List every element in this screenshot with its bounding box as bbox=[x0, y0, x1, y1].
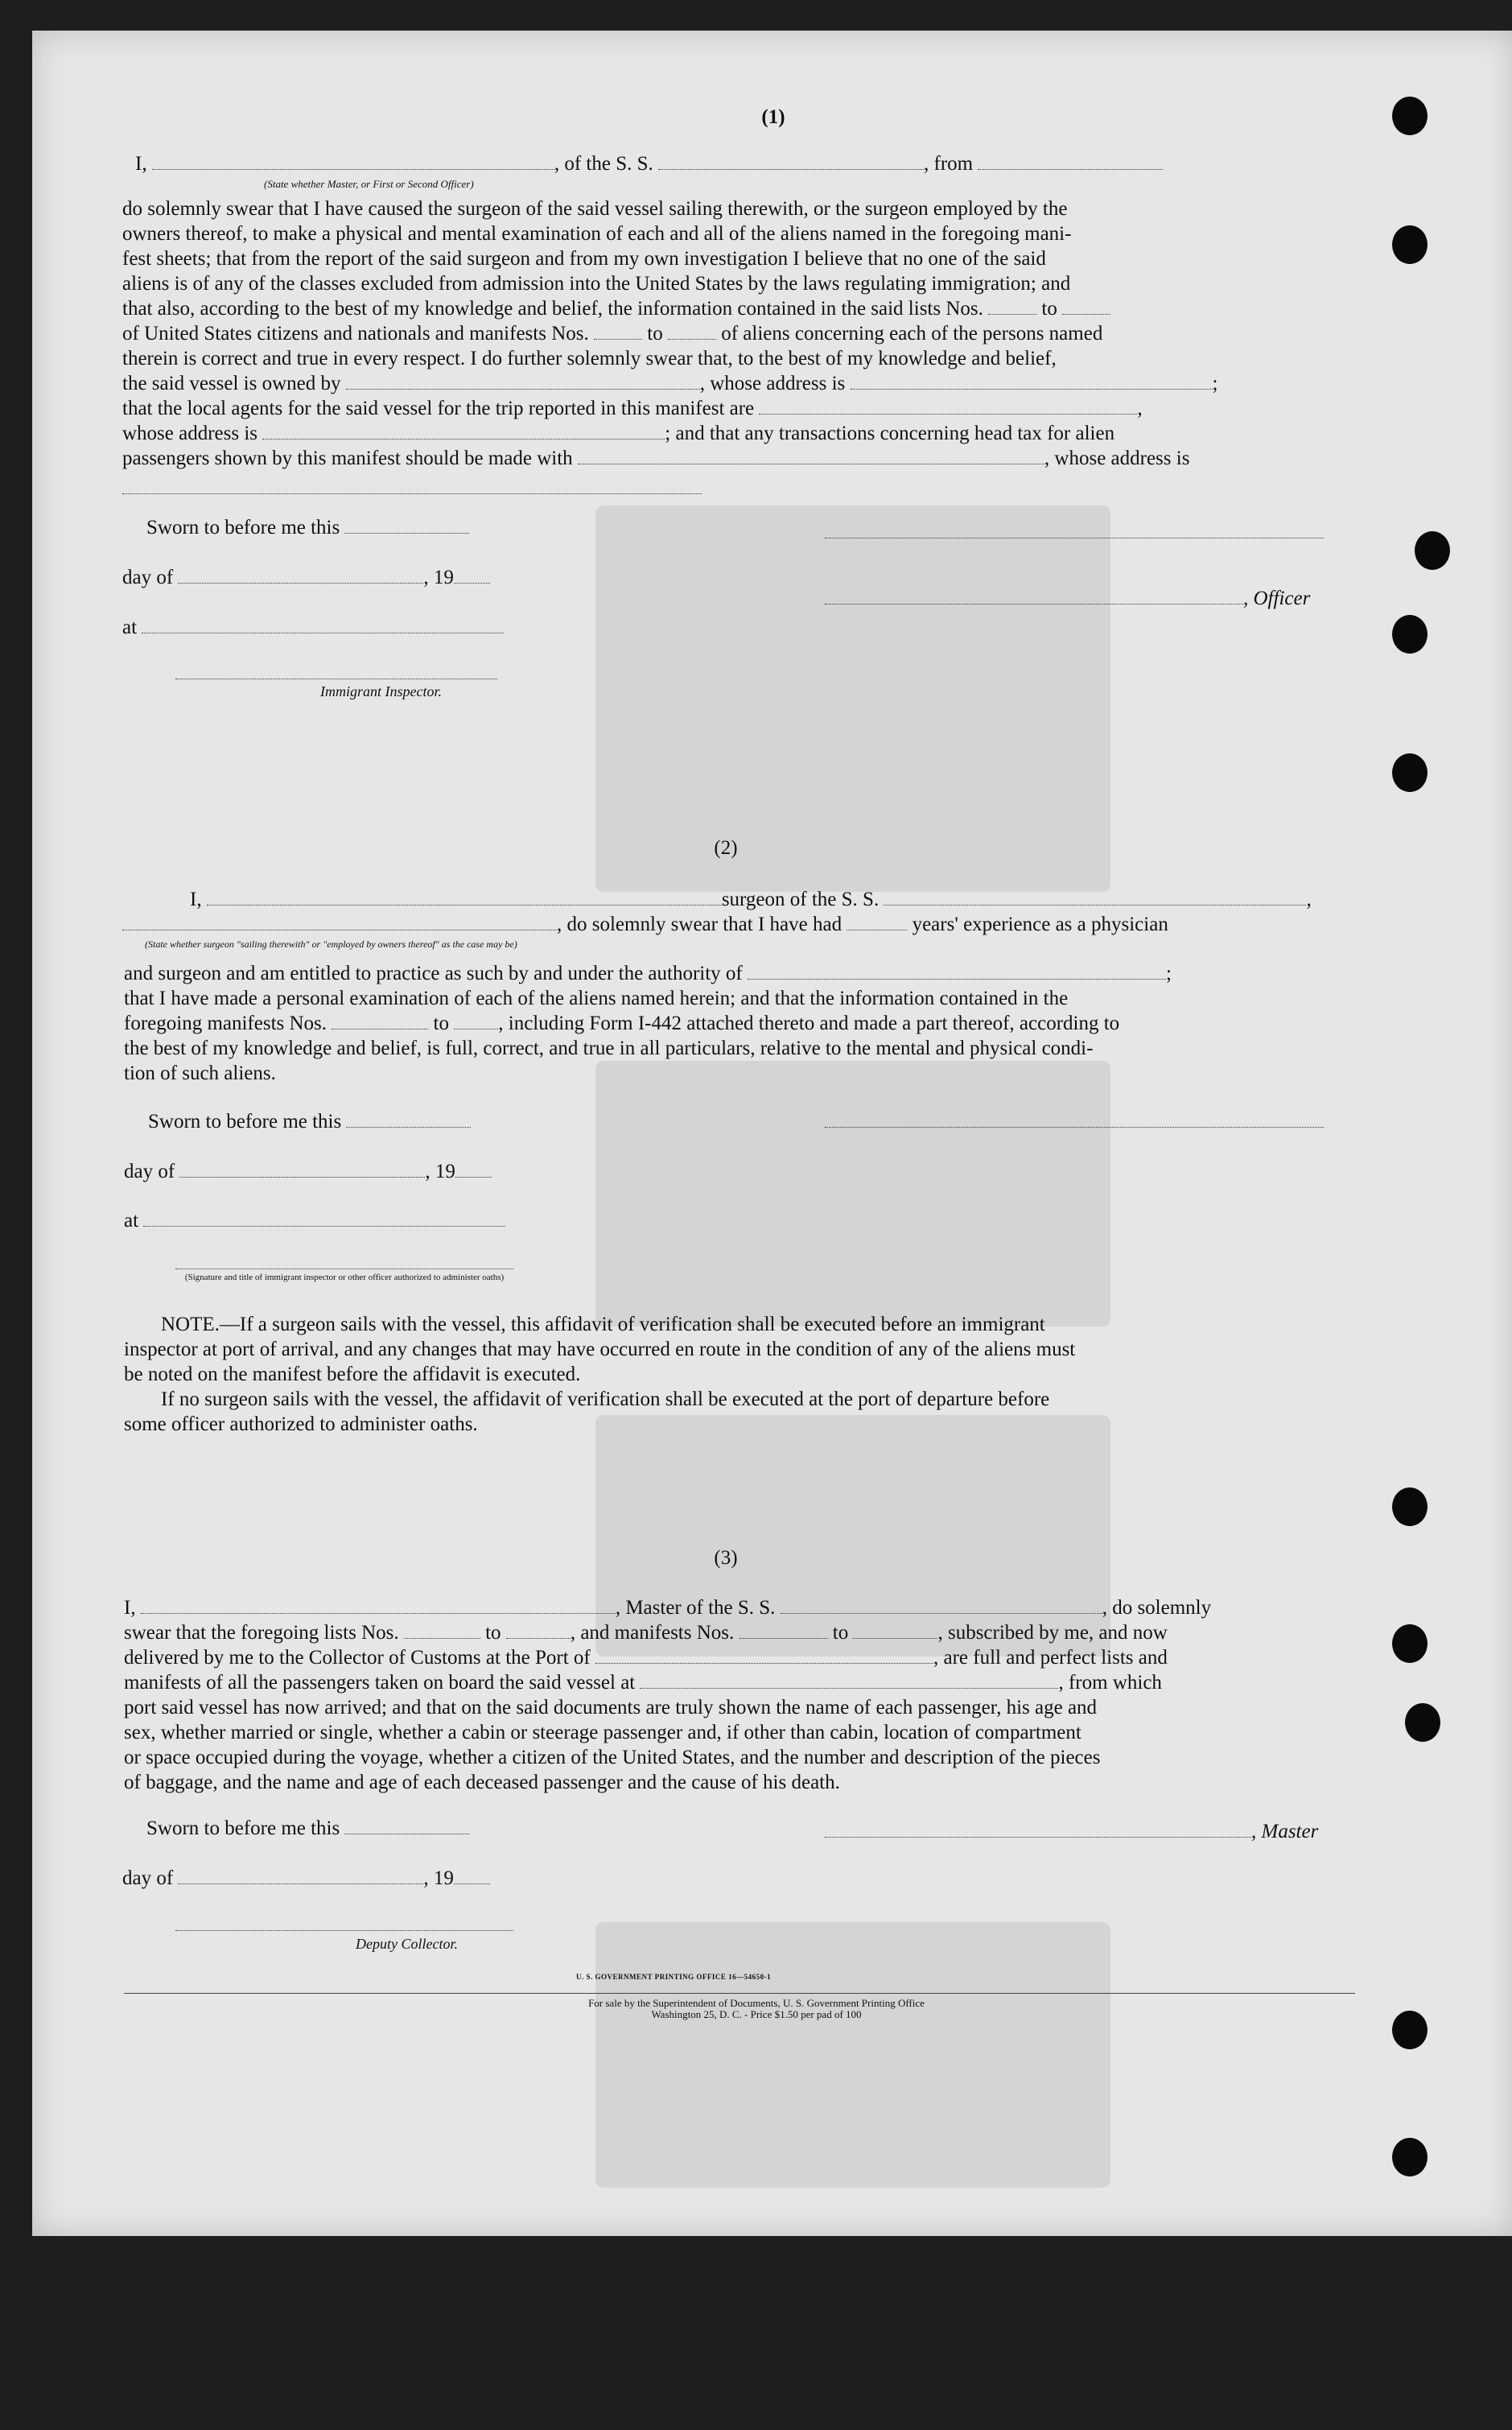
para-line: port said vessel has now arrived; and that on the said documents are truly shown the name of each passenger, his age and bbox=[124, 1697, 1098, 1718]
text: , 19 bbox=[423, 1867, 454, 1889]
text: at bbox=[122, 617, 138, 638]
official-signature-label: (Signature and title of immigrant inspector or other officer authorized to administer oaths) bbox=[184, 1273, 505, 1282]
manifests-from-field[interactable] bbox=[332, 1013, 428, 1029]
text: surgeon of the S. S. bbox=[721, 889, 880, 910]
text: ; and that any transactions concerning head tax for alien bbox=[665, 423, 1115, 444]
text: , do solemnly bbox=[1102, 1597, 1212, 1619]
year-field[interactable] bbox=[454, 1867, 490, 1884]
officer-field[interactable] bbox=[152, 153, 554, 170]
authority-field[interactable] bbox=[748, 963, 1166, 980]
day-of-field[interactable] bbox=[178, 567, 423, 584]
text: the said vessel is owned by bbox=[122, 373, 341, 394]
punch-hole bbox=[1392, 1487, 1428, 1526]
text: Sworn to before me this bbox=[148, 1111, 342, 1132]
year-field[interactable] bbox=[454, 567, 490, 584]
text: day of bbox=[122, 567, 174, 588]
para-line: aliens is of any of the classes excluded from admission into the United States by the laws regulating immigration; and bbox=[122, 273, 1071, 295]
text: at bbox=[124, 1210, 139, 1232]
para-line: or space occupied during the voyage, whether a citizen of the United States, and the number and description of the pieces bbox=[124, 1747, 1101, 1768]
text: that also, according to the best of my knowledge and belief, the information contained in the said lists Nos. bbox=[122, 298, 983, 320]
section-2-first-line: I, surgeon of the S. S. , bbox=[190, 889, 1312, 910]
gpo-code: U. S. GOVERNMENT PRINTING OFFICE 16—54650-1 bbox=[576, 1973, 772, 1981]
section-3-day-of bbox=[122, 1866, 490, 1891]
text: to bbox=[485, 1622, 501, 1644]
text: of aliens concerning each of the persons named bbox=[721, 323, 1103, 344]
para-line bbox=[124, 1011, 1355, 1036]
sale-line-2: Washington 25, D. C. - Price $1.50 per pad of 100 bbox=[651, 2008, 862, 2020]
officer-signature-line-2[interactable] bbox=[825, 588, 1243, 604]
section-2-sworn bbox=[148, 1109, 471, 1134]
text: , are full and perfect lists and bbox=[933, 1647, 1168, 1669]
text: , 19 bbox=[425, 1161, 455, 1182]
surgeon-vessel-field[interactable] bbox=[884, 889, 1306, 906]
owner-address-field[interactable] bbox=[851, 373, 1213, 390]
bleed-through bbox=[595, 505, 1110, 892]
text: , Officer bbox=[1243, 588, 1311, 609]
master-vessel-field[interactable] bbox=[781, 1597, 1102, 1614]
para-line: the said vessel is owned by , whose address is ; bbox=[122, 373, 1218, 394]
surgeon-name-field[interactable] bbox=[207, 889, 722, 906]
embark-port-field[interactable] bbox=[640, 1672, 1058, 1689]
punch-hole bbox=[1392, 615, 1428, 654]
para-line bbox=[124, 1620, 1355, 1645]
text: to bbox=[832, 1622, 849, 1644]
section-2-at bbox=[124, 1208, 505, 1233]
text: , do solemnly swear that I have had bbox=[557, 914, 843, 935]
day-of-field[interactable] bbox=[179, 1161, 425, 1178]
footer-rule bbox=[124, 1993, 1355, 1994]
headtax-party-field[interactable] bbox=[578, 448, 1044, 464]
punch-hole bbox=[1392, 753, 1428, 792]
manifests-to-field[interactable] bbox=[668, 323, 716, 340]
section-3-paragraph bbox=[124, 1620, 1355, 1795]
text: I, bbox=[190, 889, 202, 910]
para-line: that the local agents for the said vessel for the trip reported in this manifest are , bbox=[122, 398, 1143, 419]
para-line: of baggage, and the name and age of each deceased passenger and the cause of his death. bbox=[124, 1772, 840, 1793]
para-line: tion of such aliens. bbox=[124, 1062, 276, 1084]
note-line: be noted on the manifest before the affidavit is executed. bbox=[124, 1364, 581, 1385]
form-page bbox=[32, 31, 1512, 2236]
manifests-to-field[interactable] bbox=[853, 1622, 937, 1639]
para-line: that I have made a personal examination of each of the aliens named herein; and that the information contained in the bbox=[124, 988, 1069, 1009]
text: foregoing manifests Nos. bbox=[124, 1013, 328, 1034]
note-line: NOTE.—If a surgeon sails with the vessel, this affidavit of verification shall be executed before an immigrant bbox=[161, 1314, 1045, 1335]
section-3-sworn bbox=[146, 1816, 469, 1841]
text: , subscribed by me, and now bbox=[937, 1622, 1168, 1644]
section-1-paragraph bbox=[122, 196, 1353, 471]
para-line bbox=[122, 296, 1353, 321]
section-1-first-line bbox=[135, 151, 1358, 176]
master-signature-line[interactable] bbox=[825, 1821, 1251, 1838]
section-1-day-of bbox=[122, 565, 490, 590]
port-field[interactable] bbox=[595, 1647, 933, 1664]
section-3-number: (3) bbox=[714, 1547, 738, 1569]
text: delivered by me to the Collector of Customs at the Port of bbox=[124, 1647, 591, 1669]
agents-address-field[interactable] bbox=[262, 423, 665, 439]
text-of-ss: , of the S. S. bbox=[554, 153, 653, 175]
manifests-from-field[interactable] bbox=[594, 323, 642, 340]
section-2-second-line bbox=[122, 912, 1168, 937]
text: to bbox=[433, 1013, 449, 1034]
text: passengers shown by this manifest should be made with bbox=[122, 448, 573, 469]
officer-signature bbox=[825, 586, 1310, 611]
text: and surgeon and am entitled to practice as such by and under the authority of bbox=[124, 963, 743, 984]
text: day of bbox=[122, 1867, 174, 1889]
text: , whose address is bbox=[699, 373, 846, 394]
text: that the local agents for the said vessel for the trip reported in this manifest are bbox=[122, 398, 755, 419]
para-line: owners thereof, to make a physical and mental examination of each and all of the aliens named in the foregoing mani- bbox=[122, 223, 1072, 245]
master-name-field[interactable] bbox=[141, 1597, 616, 1614]
agents-field[interactable] bbox=[759, 398, 1137, 415]
text: to bbox=[1041, 298, 1057, 320]
text: I, bbox=[124, 1597, 136, 1619]
bleed-through bbox=[595, 1061, 1110, 1326]
para-line: the best of my knowledge and belief, is full, correct, and true in all particulars, relative to the mental and physical condi- bbox=[124, 1038, 1094, 1059]
para-line: do solemnly swear that I have caused the surgeon of the said vessel sailing therewith, or the surgeon employed by the bbox=[122, 198, 1068, 220]
vessel-name-field[interactable] bbox=[658, 153, 924, 170]
officer-sublabel: (State whether Master, or First or Second Officer) bbox=[264, 178, 474, 190]
punch-hole bbox=[1415, 531, 1450, 570]
sworn-date-field[interactable] bbox=[344, 1817, 469, 1834]
section-3-first-line bbox=[124, 1595, 1211, 1620]
section-1-number: (1) bbox=[761, 106, 785, 128]
inspector-label: Immigrant Inspector. bbox=[320, 683, 442, 699]
owner-field[interactable] bbox=[346, 373, 700, 390]
master-signature bbox=[825, 1819, 1318, 1844]
punch-hole bbox=[1392, 225, 1428, 264]
address-continuation-line[interactable] bbox=[122, 493, 702, 494]
text: , from which bbox=[1058, 1672, 1162, 1694]
manifests-to-field[interactable] bbox=[454, 1013, 498, 1029]
section-1-at bbox=[122, 615, 504, 640]
surgeon-type-field[interactable] bbox=[122, 914, 557, 930]
note-line: If no surgeon sails with the vessel, the affidavit of verification shall be executed at the port of departure before bbox=[161, 1388, 1050, 1410]
text: , and manifests Nos. bbox=[570, 1622, 735, 1644]
text: , Master bbox=[1251, 1821, 1319, 1842]
para-line: fest sheets; that from the report of the said surgeon and from my own investigation I believe that no one of the said bbox=[122, 248, 1046, 270]
day-of-field[interactable] bbox=[178, 1867, 423, 1884]
para-line bbox=[122, 446, 1353, 471]
punch-hole bbox=[1392, 2011, 1428, 2049]
surgeon-signature-line[interactable] bbox=[825, 1127, 1324, 1128]
manifests-from-field[interactable] bbox=[740, 1622, 828, 1639]
para-line: and surgeon and am entitled to practice as such by and under the authority of ; bbox=[124, 963, 1172, 984]
text: years' experience as a physician bbox=[912, 914, 1168, 935]
text: , Master of the S. S. bbox=[615, 1597, 776, 1619]
punch-hole bbox=[1405, 1703, 1440, 1742]
text: of United States citizens and nationals and manifests Nos. bbox=[122, 323, 589, 344]
years-field[interactable] bbox=[847, 914, 907, 930]
para-line bbox=[122, 321, 1353, 346]
text-from: , from bbox=[924, 153, 974, 175]
sale-line-1: For sale by the Superintendent of Documents, U. S. Government Printing Office bbox=[588, 1997, 925, 2009]
sworn-date-field[interactable] bbox=[344, 517, 469, 534]
text: to bbox=[647, 323, 663, 344]
section-2-number: (2) bbox=[714, 837, 738, 859]
text: , including Form I-442 attached thereto and made a part thereof, according to bbox=[498, 1013, 1120, 1034]
para-line: sex, whether married or single, whether a cabin or steerage passenger and, if other than cabin, location of compartment bbox=[124, 1722, 1081, 1743]
from-port-field[interactable] bbox=[978, 153, 1163, 170]
text: day of bbox=[124, 1161, 175, 1182]
text: Sworn to before me this bbox=[146, 517, 340, 538]
verification-note bbox=[124, 1312, 1355, 1437]
deputy-label: Deputy Collector. bbox=[356, 1936, 458, 1952]
punch-hole bbox=[1392, 1624, 1428, 1663]
note-line: some officer authorized to administer oaths. bbox=[124, 1413, 478, 1435]
text: whose address is bbox=[122, 423, 258, 444]
at-place-field[interactable] bbox=[142, 617, 504, 633]
text: , whose address is bbox=[1044, 448, 1190, 469]
lists-from-field[interactable] bbox=[988, 298, 1036, 315]
lists-to-field[interactable] bbox=[1062, 298, 1110, 315]
at-place-field[interactable] bbox=[143, 1210, 505, 1227]
year-field[interactable] bbox=[455, 1161, 492, 1178]
punch-hole bbox=[1392, 2138, 1428, 2176]
deputy-signature-line[interactable] bbox=[175, 1930, 513, 1931]
para-line bbox=[122, 421, 1353, 446]
text: manifests of all the passengers taken on board the said vessel at bbox=[124, 1672, 636, 1694]
para-line bbox=[124, 1670, 1355, 1695]
text: swear that the foregoing lists Nos. bbox=[124, 1622, 399, 1644]
para-line: therein is correct and true in every respect. I do further solemnly swear that, to the best of my knowledge and belief, bbox=[122, 348, 1057, 369]
section-2-paragraph bbox=[124, 961, 1355, 1086]
section-1-sworn bbox=[146, 515, 469, 540]
text: Sworn to before me this bbox=[146, 1817, 340, 1839]
sworn-date-field[interactable] bbox=[346, 1111, 471, 1128]
lists-to-field[interactable] bbox=[506, 1622, 571, 1639]
para-line bbox=[124, 1645, 1355, 1670]
text-i: I, bbox=[135, 153, 147, 175]
note-line: inspector at port of arrival, and any changes that may have occurred en route in the condition of any of the aliens must bbox=[124, 1339, 1076, 1360]
lists-from-field[interactable] bbox=[404, 1622, 480, 1639]
text: , 19 bbox=[423, 567, 454, 588]
bleed-through bbox=[595, 1922, 1110, 2188]
surgeon-sublabel: (State whether surgeon "sailing therewith" or "employed by owners thereof" as the case may be) bbox=[145, 939, 517, 950]
section-2-day-of bbox=[124, 1159, 492, 1184]
